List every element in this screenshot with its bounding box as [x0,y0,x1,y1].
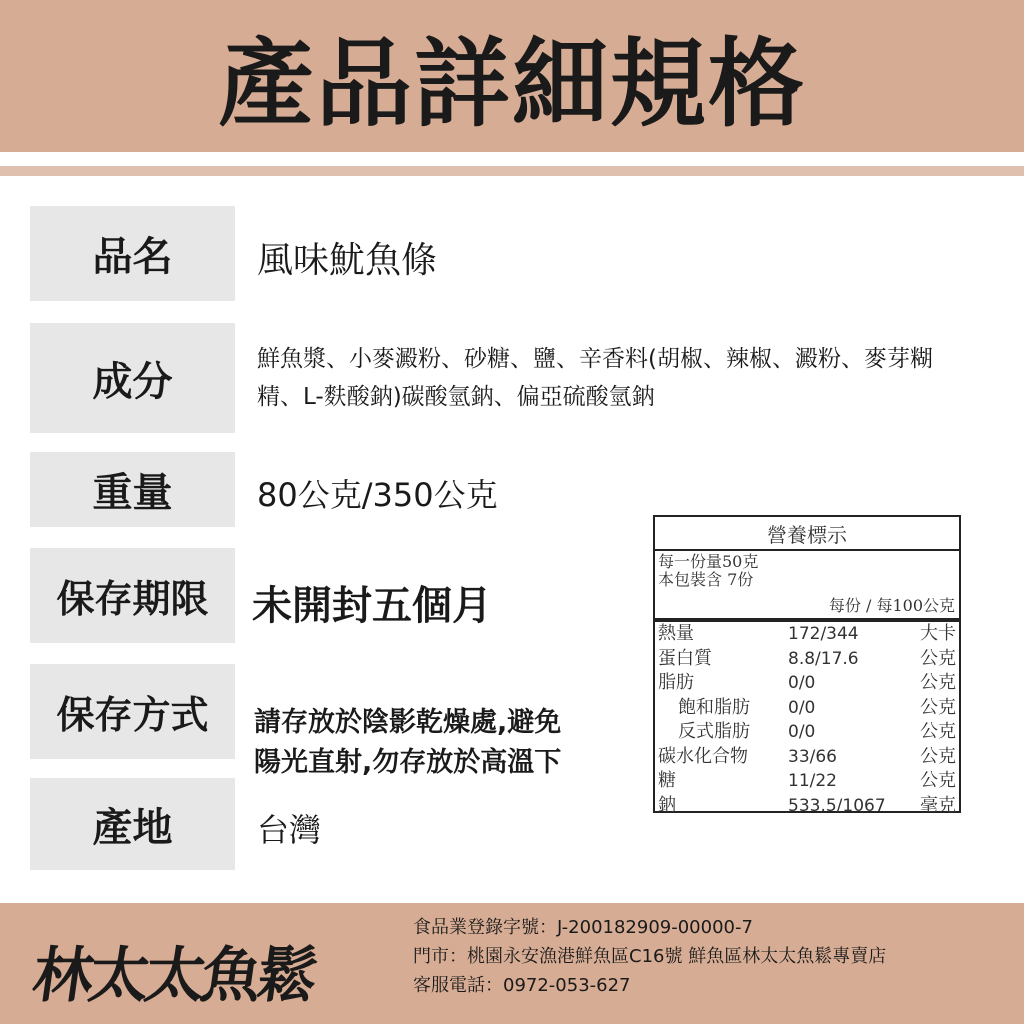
nutrient-name: 飽和脂肪 [678,696,750,718]
nutrient-name: 糖 [658,770,676,791]
nutrient-unit: 公克 [920,696,956,718]
nutrition-serving-info [655,551,959,589]
nutrient-value: 0/0 [788,673,816,693]
value-origin: 台灣 [257,811,322,849]
value-storage-line2: 陽光直射,勿存放於高溫下 [254,747,562,778]
nutrient-value: 0/0 [788,722,816,742]
page-title: 產品詳細規格 [218,27,806,140]
value-ingredients: 鮮魚漿、小麥澱粉、砂糖、鹽、辛香料(胡椒、辣椒、澱粉、麥芽糊精、L-麩酸鈉)碳酸氫鈉、偏亞硫酸氫鈉 [257,346,933,410]
nutrient-name: 脂肪 [658,672,694,693]
nutrition-title: 營養標示 [655,517,959,551]
nutrition-row [658,720,956,745]
nutrient-unit: 公克 [920,672,956,693]
nutrition-servings: 本包裝含 7份 [658,570,754,589]
value-name: 風味魷魚條 [257,240,438,281]
value-storage-line1: 請存放於陰影乾燥處,避免 [254,707,562,738]
nutrition-per-header: 每份 / 每100公克 [828,596,955,615]
nutrient-unit: 公克 [920,647,956,669]
nutrient-name: 反式脂肪 [678,721,750,742]
service-phone: 客服電話：0972-053-627 [413,975,631,996]
nutrition-row [658,794,956,819]
nutrient-value: 11/22 [788,771,837,791]
footer-info [413,913,886,1000]
nutrition-rows [655,622,959,818]
label-origin: 產地 [30,778,235,870]
nutrient-name: 蛋白質 [658,647,712,669]
label-weight: 重量 [30,452,235,527]
nutrition-row [658,671,956,696]
nutrition-row [658,769,956,794]
nutrition-row [658,647,956,672]
footer-banner [0,903,1024,1024]
registration-number: 食品業登錄字號：J-200182909-00000-7 [413,917,753,938]
nutrient-unit: 大卡 [920,623,956,644]
nutrition-label [653,515,961,816]
nutrient-value: 533.5/1067 [788,795,886,816]
nutrient-unit: 公克 [920,770,956,791]
value-storage [254,703,614,783]
value-weight: 80公克/350公克 [257,476,498,514]
nutrient-value: 172/344 [788,624,859,644]
brand-logo: 林太太魚鬆 [28,941,319,1011]
header-divider [0,166,1024,176]
label-name: 品名 [30,206,235,301]
nutrient-value: 0/0 [788,697,816,718]
nutrition-serving-size: 每一份量50克 [658,552,759,571]
label-storage: 保存方式 [30,664,235,759]
nutrient-value: 33/66 [788,746,837,767]
nutrient-name: 碳水化合物 [658,745,748,767]
label-ingredients: 成分 [30,323,235,433]
nutrient-unit: 毫克 [920,794,956,816]
value-shelf-life: 未開封五個月 [252,583,492,629]
nutrition-row [658,696,956,721]
label-shelf-life: 保存期限 [30,548,235,643]
nutrient-unit: 公克 [920,745,956,767]
nutrient-name: 熱量 [658,623,694,644]
nutrient-name: 鈉 [658,794,676,816]
header-banner [0,0,1024,152]
nutrient-unit: 公克 [920,721,956,742]
nutrition-row [658,745,956,770]
nutrient-value: 8.8/17.6 [788,648,859,669]
store-address: 門市：桃園永安漁港鮮魚區C16號 鮮魚區林太太魚鬆專賣店 [413,946,887,967]
nutrition-row [658,622,956,647]
